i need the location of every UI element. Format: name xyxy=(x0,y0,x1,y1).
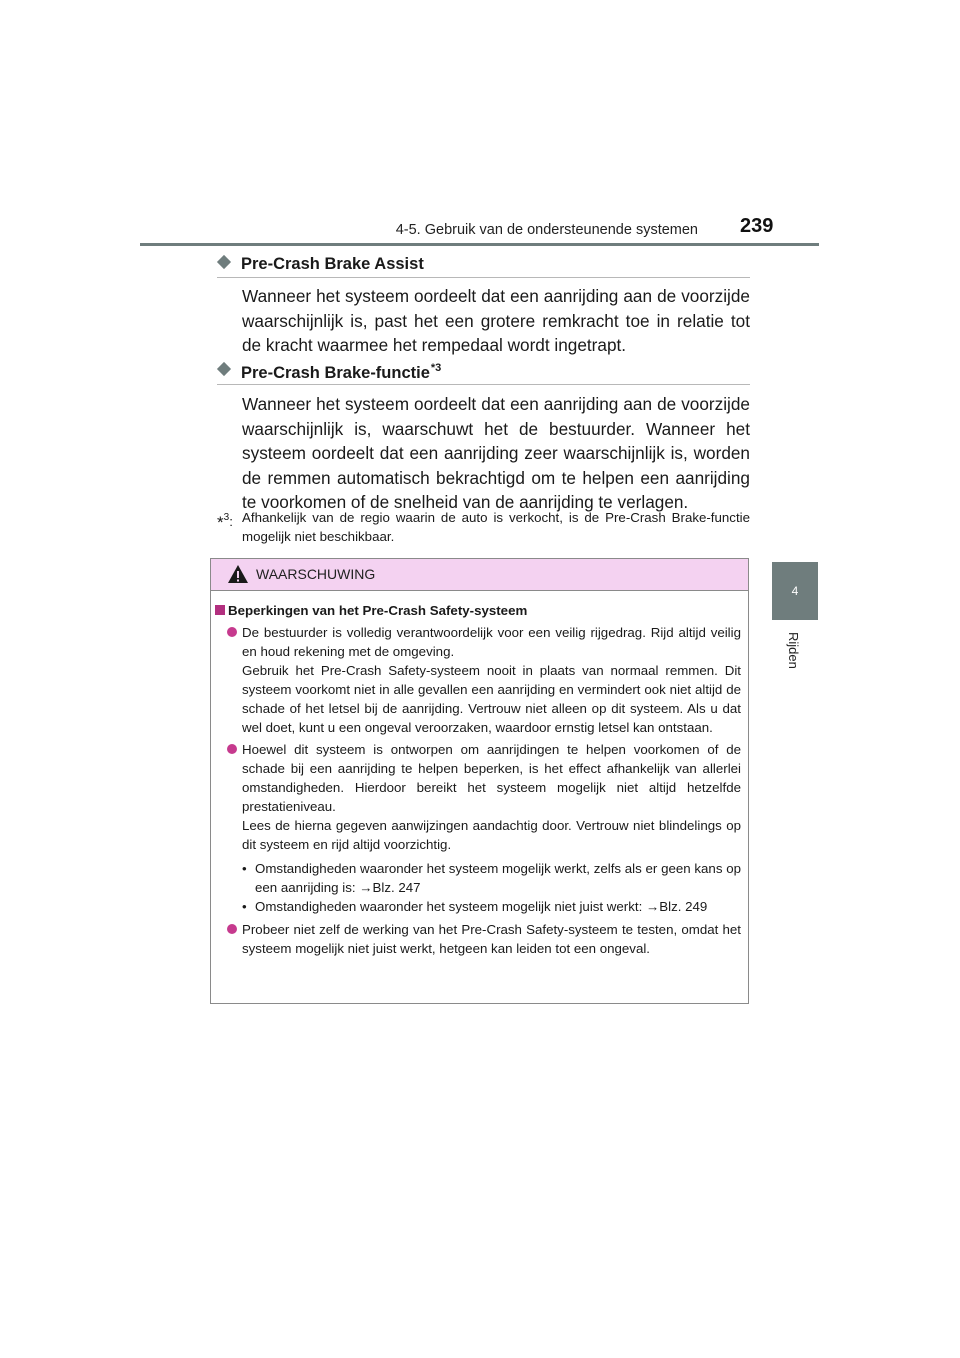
page-number: 239 xyxy=(740,215,774,237)
square-bullet-icon xyxy=(215,605,225,615)
warning-box xyxy=(210,558,749,1004)
warning-header xyxy=(211,559,748,591)
warning-subheading: Beperkingen van het Pre-Crash Safety-systeem xyxy=(211,601,748,620)
diamond-bullet-icon xyxy=(217,362,231,376)
section-heading-text: Pre-Crash Brake Assist xyxy=(241,255,424,273)
chapter-tab[interactable] xyxy=(772,562,818,620)
warning-body xyxy=(211,601,748,958)
section-heading-brake-function xyxy=(217,358,750,385)
warning-bullet: Probeer niet zelf de werking van het Pre-Crash Safety-systeem te testen, omdat het systeem mogelijk niet juist werkt, hetgeen kan leiden tot een ongeval. xyxy=(211,920,748,958)
warning-bullet: Hoewel dit systeem is ontworpen om aanrijdingen te helpen voorkomen of de schade bij een aanrijding te helpen beperken, is het effect afhankelijk van allerlei omstandigheden. Hierdoor bereikt het systeem mogelijk niet altijd hetzelfde prestatieniveau. Lees de hierna gegeven aanwijzingen aandachtig door. Vertrouw niet blindelings op dit systeem en rijd altijd voorzichtig. xyxy=(211,740,748,854)
warning-title: WAARSCHUWING xyxy=(256,566,376,582)
warning-triangle-icon xyxy=(227,564,249,584)
sub-list-item: • Omstandigheden waaronder het systeem mogelijk niet juist werkt: →Blz. 249 xyxy=(242,899,708,914)
section-title: 4-5. Gebruik van de ondersteunende systemen xyxy=(395,222,698,238)
section-paragraph: Wanneer het systeem oordeelt dat een aanrijding aan de voorzijde waarschijnlijk is, waarschuwt het de bestuurder. Wanneer het systeem oordeelt dat een aanrijding zeer waarschijnlijk is, worden de remmen automatisch bekrachtigd om te helpen een aanrijding te voorkomen of de snelheid van de aanrijding te verlagen. xyxy=(242,394,750,512)
section-paragraph: Wanneer het systeem oordeelt dat een aanrijding aan de voorzijde waarschijnlijk is, past het een grotere remkracht toe in relatie tot de kracht waarmee het rempedaal wordt ingetrapt. xyxy=(242,286,750,355)
section-heading-brake-assist xyxy=(217,251,750,278)
chapter-label: Rijden xyxy=(786,632,801,669)
round-bullet-icon xyxy=(227,924,237,934)
diamond-bullet-icon xyxy=(217,255,231,269)
footnote xyxy=(217,508,750,546)
chapter-number: 4 xyxy=(791,584,799,598)
warning-bullet: De bestuurder is volledig verantwoordelijk voor een veilig rijgedrag. Rijd altijd veilig en houd rekening met de omgeving. Gebruik het Pre-Crash Safety-systeem nooit in plaats van normaal remmen. Dit systeem voorkomt niet in alle gevallen een aanrijding en vermindert ook niet altijd de schade of het letsel bij de aanrijding. Vertrouw niet alleen op dit systeem. Als u dat wel doet, kunt u een ongeval veroorzaken, waardoor ernstig letsel kan ontstaan. xyxy=(211,623,748,737)
round-bullet-icon xyxy=(227,744,237,754)
section-heading-text: Pre-Crash Brake-functie$^{*3}$ xyxy=(241,362,442,382)
page-header xyxy=(0,0,960,250)
header-divider xyxy=(140,243,819,246)
sub-list-item: • Omstandigheden waaronder het systeem mogelijk werkt, zelfs als er geen kans op een aanrijding is: →Blz. 247 xyxy=(242,861,741,895)
footnote-text: Afhankelijk van de regio waarin de auto is verkocht, is de Pre-Crash Brake-functie mogelijk niet beschikbaar. xyxy=(242,510,750,544)
round-bullet-icon xyxy=(227,627,237,637)
footnote-reference: *3 xyxy=(430,362,442,374)
footnote-marker: *$^3$: xyxy=(217,512,233,532)
